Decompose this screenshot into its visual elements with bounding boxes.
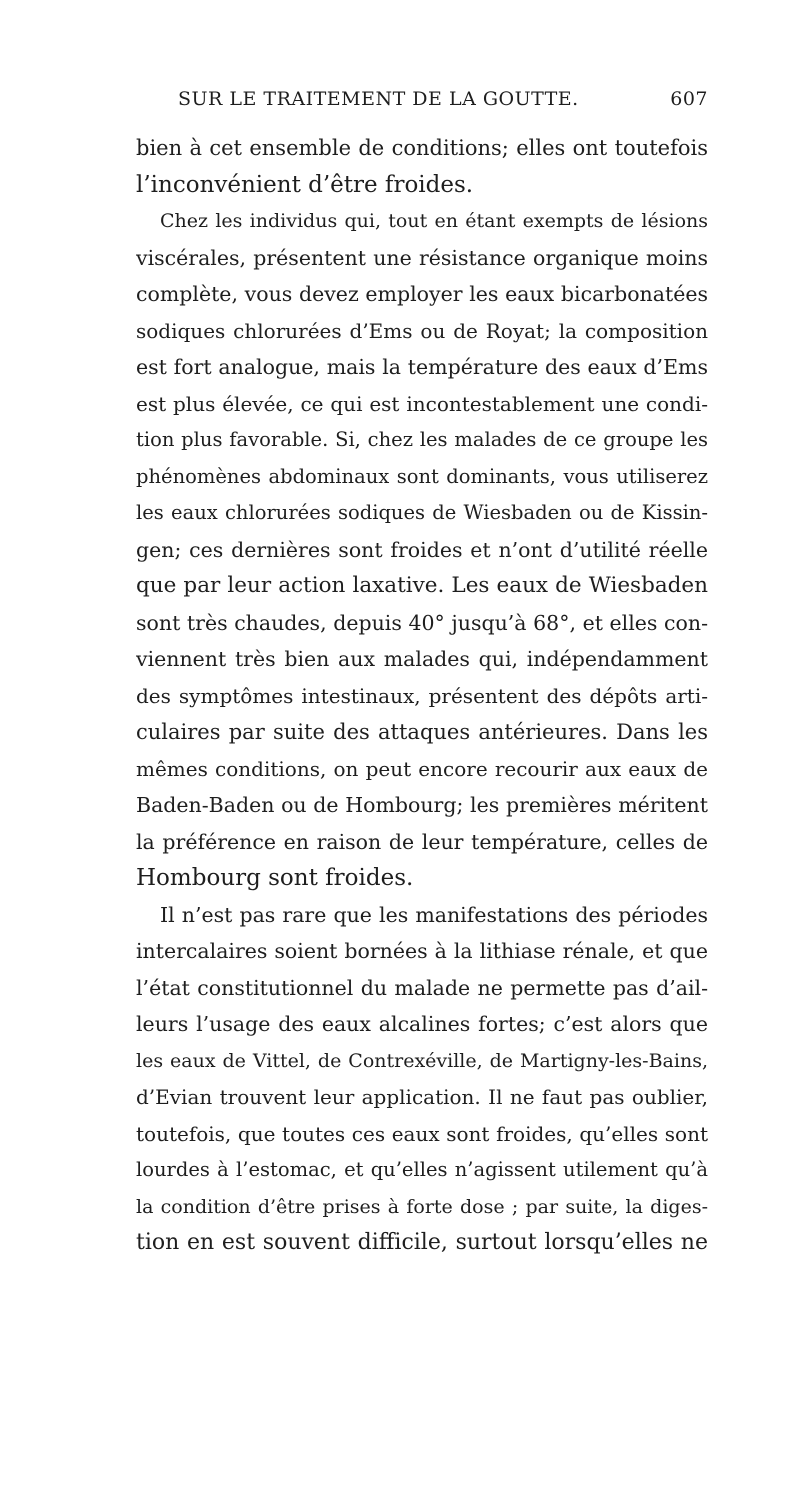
text-line: leurs l’usage des eaux alcalines fortes; c’est alors que (136, 1012, 708, 1036)
text-line: toutefois, que toutes ces eaux sont froides, qu’elles sont (136, 1121, 708, 1146)
text-line: les eaux de Vittel, de Contrexéville, de Martigny-les-Bains, (136, 1049, 708, 1072)
text-line: Hombourg sont froides. (136, 865, 414, 891)
text-line: que par leur action laxative. Les eaux de Wiesbaden (136, 573, 708, 598)
text-line: Chez les individus qui, tout en étant exempts de lésions (160, 210, 708, 232)
running-head (178, 88, 708, 118)
text-line: tion en est souvent difficile, surtout lorsqu’elles ne (136, 1230, 708, 1255)
text-line: gen; ces dernières sont froides et n’ont d’utilité réelle (136, 537, 708, 562)
text-line: sont très chaudes, depuis 40° jusqu’à 68°, et elles con- (136, 610, 708, 635)
text-line: des symptômes intestinaux, présentent des dépôts arti- (136, 683, 708, 708)
text-line: tion plus favorable. Si, chez les malades de ce groupe les (136, 428, 708, 451)
text-line: viennent très bien aux malades qui, indépendamment (136, 647, 708, 671)
text-line: la condition d’être prises à forte dose ; par suite, la diges- (136, 1195, 708, 1218)
page-number: 607 (670, 88, 708, 110)
text-line: intercalaires soient bornées à la lithiase rénale, et que (136, 939, 708, 963)
text-line: complète, vous devez employer les eaux bicarbonatées (136, 282, 708, 306)
text-line: sodiques chlorurées d’Ems ou de Royat; la composition (136, 318, 708, 343)
text-line: bien à cet ensemble de conditions; elles ont toutefois (136, 136, 708, 160)
text-line: culaires par suite des attaques antérieures. Dans les (136, 720, 708, 744)
body-text (136, 130, 708, 1262)
text-line: l’inconvénient d’être froides. (136, 171, 474, 198)
text-line: viscérales, présentent une résistance organique moins (136, 245, 708, 270)
text-line: la préférence en raison de leur température, celles de (136, 829, 708, 854)
text-line: phénomènes abdominaux sont dominants, vous utiliserez (136, 464, 708, 488)
text-line: les eaux chlorurées sodiques de Wiesbaden ou de Kissin- (136, 501, 708, 524)
text-line: l’état constitutionnel du malade ne permette pas d’ail- (136, 975, 708, 1000)
text-line: est fort analogue, mais la température des eaux d’Ems (136, 355, 708, 379)
running-title: SUR LE TRAITEMENT DE LA GOUTTE. (178, 88, 579, 110)
text-line: est plus élevée, ce qui est incontestablement une condi- (136, 391, 708, 416)
text-line: mêmes conditions, on peut encore recourir aux eaux de (136, 756, 708, 781)
text-line: lourdes à l’estomac, et qu’elles n’agissent utilement qu’à (136, 1158, 708, 1181)
text-line: d’Evian trouvent leur application. Il ne faut pas oublier, (136, 1085, 708, 1109)
text-line: Il n’est pas rare que les manifestations des périodes (160, 902, 708, 927)
text-line: Baden-Baden ou de Hombourg; les premières méritent (136, 793, 708, 817)
